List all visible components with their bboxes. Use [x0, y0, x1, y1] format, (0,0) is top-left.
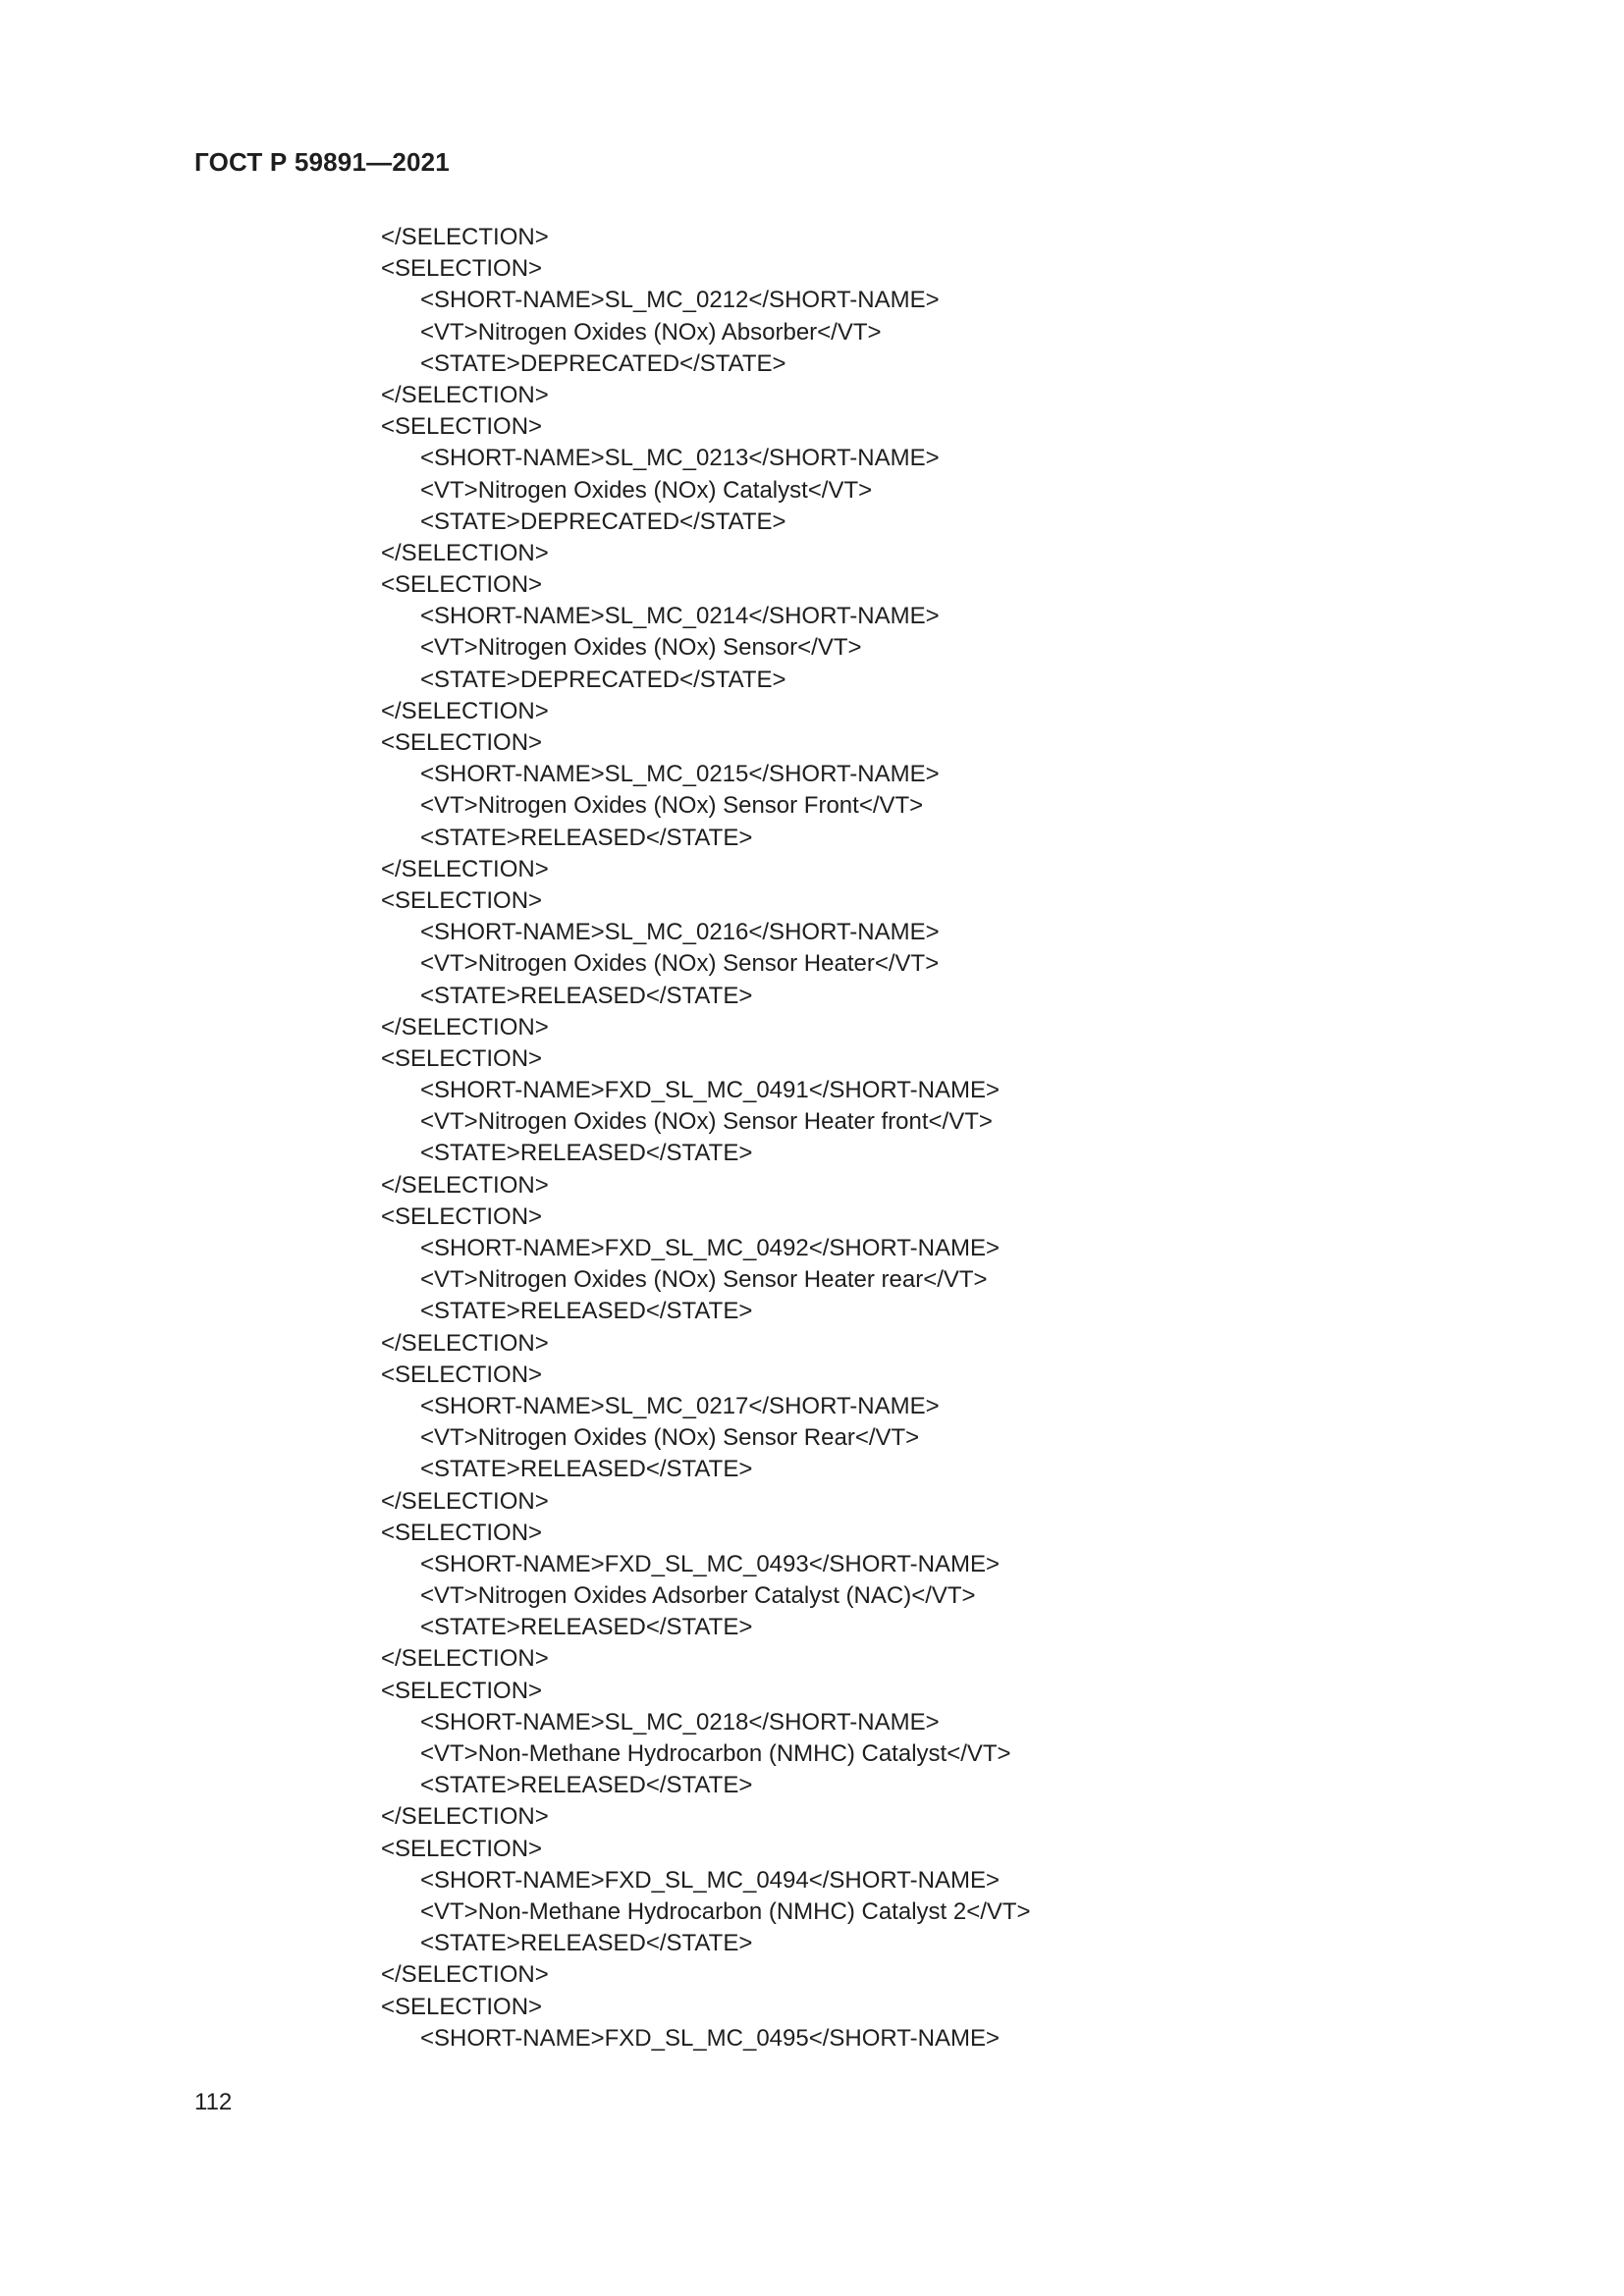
code-line: </SELECTION> — [381, 1171, 549, 1199]
code-line: </SELECTION> — [381, 1329, 549, 1357]
code-line: <SHORT-NAME>SL_MC_0214</SHORT-NAME> — [420, 603, 940, 630]
code-line: <SELECTION> — [381, 886, 543, 914]
code-line: <VT>Non-Methane Hydrocarbon (NMHC) Catalyst</VT> — [420, 1740, 1011, 1767]
code-line: </SELECTION> — [381, 1645, 549, 1673]
code-line: <SELECTION> — [381, 571, 543, 599]
code-line: <SELECTION> — [381, 1202, 543, 1230]
code-line: <SELECTION> — [381, 1677, 543, 1704]
code-line: <VT>Nitrogen Oxides (NOx) Sensor Front</VT> — [420, 792, 924, 820]
code-line: <SHORT-NAME>SL_MC_0212</SHORT-NAME> — [420, 287, 940, 314]
code-line: <SHORT-NAME>SL_MC_0218</SHORT-NAME> — [420, 1708, 940, 1735]
code-line: <VT>Nitrogen Oxides (NOx) Sensor Heater</VT> — [420, 950, 940, 978]
code-line: <STATE>DEPRECATED</STATE> — [420, 507, 786, 535]
code-line: <STATE>RELEASED</STATE> — [420, 824, 753, 851]
code-line: <SHORT-NAME>FXD_SL_MC_0494</SHORT-NAME> — [420, 1866, 1000, 1894]
code-line: <SELECTION> — [381, 413, 543, 441]
code-line: <SELECTION> — [381, 1519, 543, 1546]
code-line: <SELECTION> — [381, 1044, 543, 1072]
code-line: <VT>Nitrogen Oxides Adsorber Catalyst (NAC)</VT> — [420, 1582, 976, 1610]
code-line: <STATE>RELEASED</STATE> — [420, 982, 753, 1009]
code-line: <VT>Nitrogen Oxides (NOx) Sensor Heater front</VT> — [420, 1108, 993, 1136]
code-line: <VT>Nitrogen Oxides (NOx) Sensor</VT> — [420, 634, 862, 662]
code-line: </SELECTION> — [381, 381, 549, 408]
code-line: </SELECTION> — [381, 1803, 549, 1831]
code-line: <STATE>RELEASED</STATE> — [420, 1614, 753, 1641]
code-line: <SHORT-NAME>SL_MC_0215</SHORT-NAME> — [420, 761, 940, 788]
code-line: <STATE>DEPRECATED</STATE> — [420, 666, 786, 693]
code-line: </SELECTION> — [381, 1961, 549, 1989]
code-line: <SELECTION> — [381, 255, 543, 283]
code-line: </SELECTION> — [381, 855, 549, 882]
code-line: </SELECTION> — [381, 224, 549, 250]
code-line: <STATE>RELEASED</STATE> — [420, 1298, 753, 1325]
code-line: </SELECTION> — [381, 697, 549, 724]
code-line: <VT>Nitrogen Oxides (NOx) Catalyst</VT> — [420, 476, 873, 504]
code-line: <SELECTION> — [381, 1835, 543, 1862]
page-number: 112 — [194, 2089, 233, 2115]
code-line: <SHORT-NAME>FXD_SL_MC_0491</SHORT-NAME> — [420, 1077, 1000, 1104]
code-line: <SHORT-NAME>SL_MC_0213</SHORT-NAME> — [420, 445, 940, 472]
code-line: </SELECTION> — [381, 1013, 549, 1041]
code-line: <VT>Nitrogen Oxides (NOx) Sensor Rear</VT> — [420, 1424, 920, 1452]
code-line: <SELECTION> — [381, 729, 543, 756]
xml-code-listing — [381, 222, 1031, 2055]
code-line: <STATE>RELEASED</STATE> — [420, 1456, 753, 1483]
code-line: <VT>Nitrogen Oxides (NOx) Absorber</VT> — [420, 318, 882, 346]
code-line: </SELECTION> — [381, 1487, 549, 1515]
code-line: <STATE>RELEASED</STATE> — [420, 1140, 753, 1167]
code-line: <STATE>RELEASED</STATE> — [420, 1772, 753, 1799]
code-line: <VT>Nitrogen Oxides (NOx) Sensor Heater rear</VT> — [420, 1266, 988, 1294]
code-line: </SELECTION> — [381, 539, 549, 566]
code-line: <STATE>RELEASED</STATE> — [420, 1930, 753, 1957]
code-line: <SELECTION> — [381, 1361, 543, 1388]
code-line: <SELECTION> — [381, 1993, 543, 2020]
code-line: <SHORT-NAME>FXD_SL_MC_0495</SHORT-NAME> — [420, 2024, 1000, 2052]
code-line: <SHORT-NAME>SL_MC_0216</SHORT-NAME> — [420, 919, 940, 946]
code-line: <SHORT-NAME>FXD_SL_MC_0493</SHORT-NAME> — [420, 1550, 1000, 1577]
code-line: <SHORT-NAME>FXD_SL_MC_0492</SHORT-NAME> — [420, 1235, 1000, 1261]
code-line: <SHORT-NAME>SL_MC_0217</SHORT-NAME> — [420, 1392, 940, 1419]
code-line: <VT>Non-Methane Hydrocarbon (NMHC) Catalyst 2</VT> — [420, 1897, 1031, 1925]
code-line: <STATE>DEPRECATED</STATE> — [420, 349, 786, 377]
page-header-standard-id: ГОСТ Р 59891—2021 — [194, 147, 450, 177]
